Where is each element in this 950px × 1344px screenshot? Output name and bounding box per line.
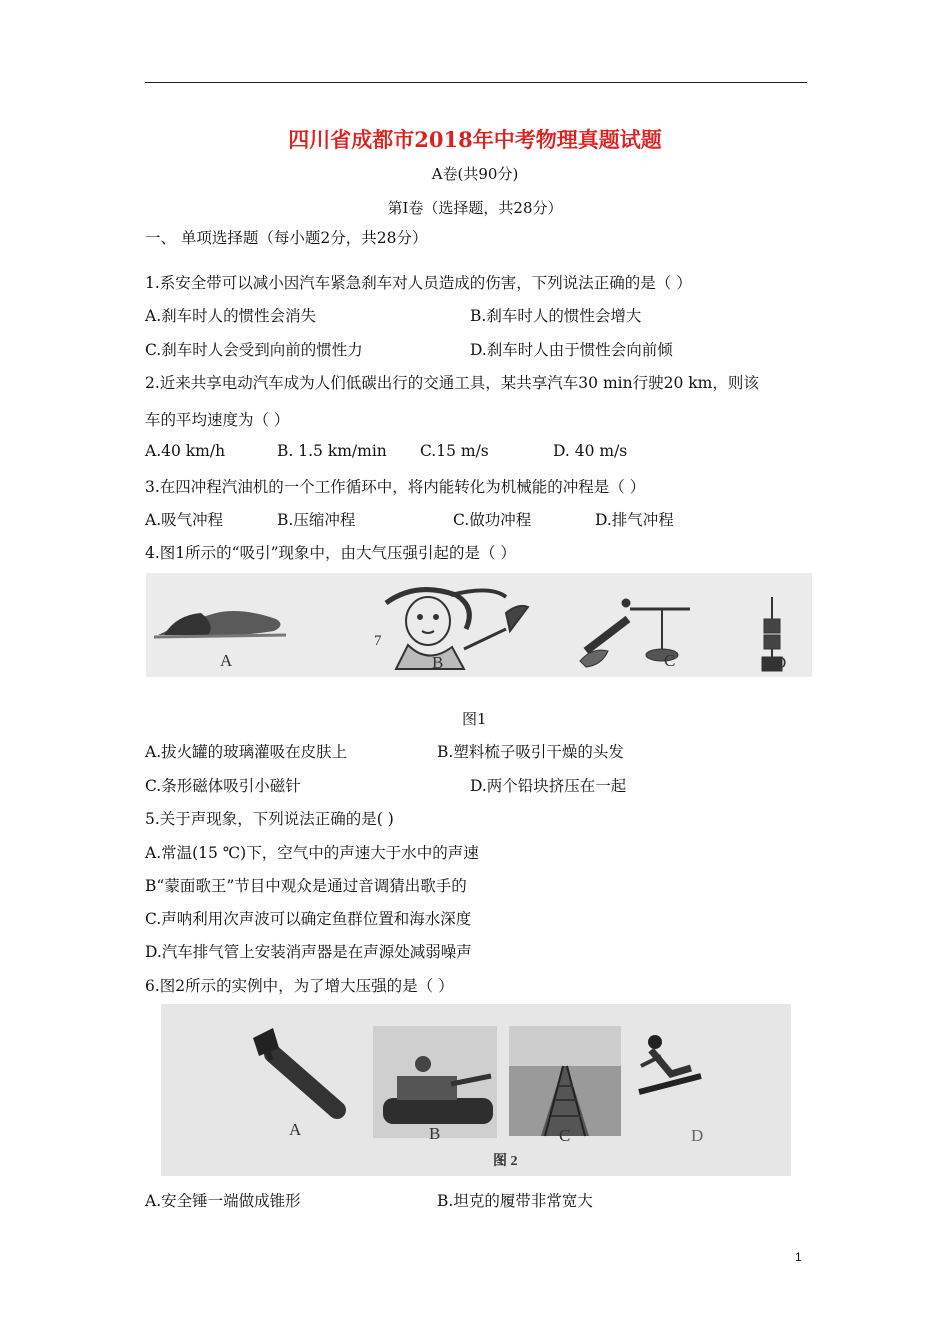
question-2-option-d: D. 40 m/s xyxy=(553,442,628,460)
question-4-option-c: C.条形磁体吸引小磁针 xyxy=(145,777,301,795)
top-rule xyxy=(145,82,807,83)
question-5-option-a: A.常温(15 ℃)下，空气中的声速大于水中的声速 xyxy=(145,844,479,862)
question-5-option-c: C.声呐利用次声波可以确定鱼群位置和海水深度 xyxy=(145,910,472,928)
figure-2-label-c: C xyxy=(559,1126,571,1145)
question-6-stem: 6.图2所示的实例中，为了增大压强的是（ ） xyxy=(145,977,454,995)
fig2-safety-hammer-icon xyxy=(253,1028,337,1110)
fig2-tank-icon xyxy=(373,1026,497,1138)
question-3-stem: 3.在四冲程汽油机的一个工作循环中，将内能转化为机械能的冲程是（ ） xyxy=(145,478,646,496)
figure-1-drawing xyxy=(146,573,812,677)
question-3-option-a: A.吸气冲程 xyxy=(145,511,224,529)
question-2-option-b: B. 1.5 km/min xyxy=(277,442,387,460)
fig2-railway-icon xyxy=(509,1026,621,1136)
question-3-option-b: B.压缩冲程 xyxy=(277,511,356,529)
figure-1-label-a: A xyxy=(220,651,233,670)
question-4-option-b: B.塑料梳子吸引干燥的头发 xyxy=(437,743,624,761)
figure-2-label-d: D xyxy=(691,1126,704,1145)
figure-2-drawing xyxy=(161,1004,791,1176)
part-subtitle: 第Ⅰ卷（选择题，共28分） xyxy=(387,199,563,217)
figure-1-label-c: C xyxy=(664,651,676,670)
question-2-option-c: C.15 m/s xyxy=(420,442,489,460)
question-5-option-d: D.汽车排气管上安装消声器是在声源处减弱噪声 xyxy=(145,943,472,961)
question-4-option-d: D.两个铅块挤压在一起 xyxy=(470,777,627,795)
question-4-option-a: A.拔火罐的玻璃灌吸在皮肤上 xyxy=(145,743,348,761)
question-2-option-a: A.40 km/h xyxy=(145,442,226,460)
section-heading: 一、 单项选择题（每小题2分，共28分） xyxy=(145,229,428,247)
figure-1-label-b: B xyxy=(432,653,444,672)
fig2-snowboarder-icon xyxy=(639,1035,701,1092)
question-1-option-d: D.刹车时人由于惯性会向前倾 xyxy=(470,341,673,359)
figure-2-label-a: A xyxy=(289,1120,302,1139)
paper-subtitle: A卷(共90分) xyxy=(431,165,519,183)
figure-2-caption: 图 2 xyxy=(493,1154,518,1169)
question-5-stem: 5.关于声现象，下列说法正确的是( ) xyxy=(145,810,394,828)
question-2-stem-line2: 车的平均速度为（ ） xyxy=(145,411,290,429)
fig1-girl-comb-icon xyxy=(386,590,528,669)
question-1-option-a: A.刹车时人的惯性会消失 xyxy=(145,307,317,325)
question-1-option-c: C.刹车时人会受到向前的惯性力 xyxy=(145,341,363,359)
question-2-stem-line1: 2.近来共享电动汽车成为人们低碳出行的交通工具，某共享汽车30 min行驶20 km，则该 xyxy=(145,374,759,392)
figure-2-image xyxy=(161,1004,791,1176)
figure-1-image xyxy=(146,573,812,677)
figure-1-label-d: D xyxy=(774,653,787,672)
figure-1-mark: 7 xyxy=(374,633,382,649)
page-title: 四川省成都市2018年中考物理真题试题 xyxy=(288,127,662,152)
figure-2-label-b: B xyxy=(429,1124,441,1143)
question-6-option-a: A.安全锤一端做成锥形 xyxy=(145,1192,301,1210)
question-1-stem: 1.系安全带可以减小因汽车紧急刹车对人员造成的伤害，下列说法正确的是（ ） xyxy=(145,274,692,292)
question-5-option-b: B“蒙面歌王”节目中观众是通过音调猜出歌手的 xyxy=(145,877,467,895)
question-3-option-d: D.排气冲程 xyxy=(595,511,674,529)
question-3-option-c: C.做功冲程 xyxy=(453,511,532,529)
question-1-option-b: B.刹车时人的惯性会增大 xyxy=(470,307,642,325)
figure-1-caption: 图1 xyxy=(462,710,487,728)
question-4-stem: 4.图1所示的“吸引”现象中，由大气压强引起的是（ ） xyxy=(145,544,516,562)
fig1-cupping-jar-icon xyxy=(154,611,286,637)
page-number: 1 xyxy=(795,1250,802,1264)
question-6-option-b: B.坦克的履带非常宽大 xyxy=(437,1192,593,1210)
